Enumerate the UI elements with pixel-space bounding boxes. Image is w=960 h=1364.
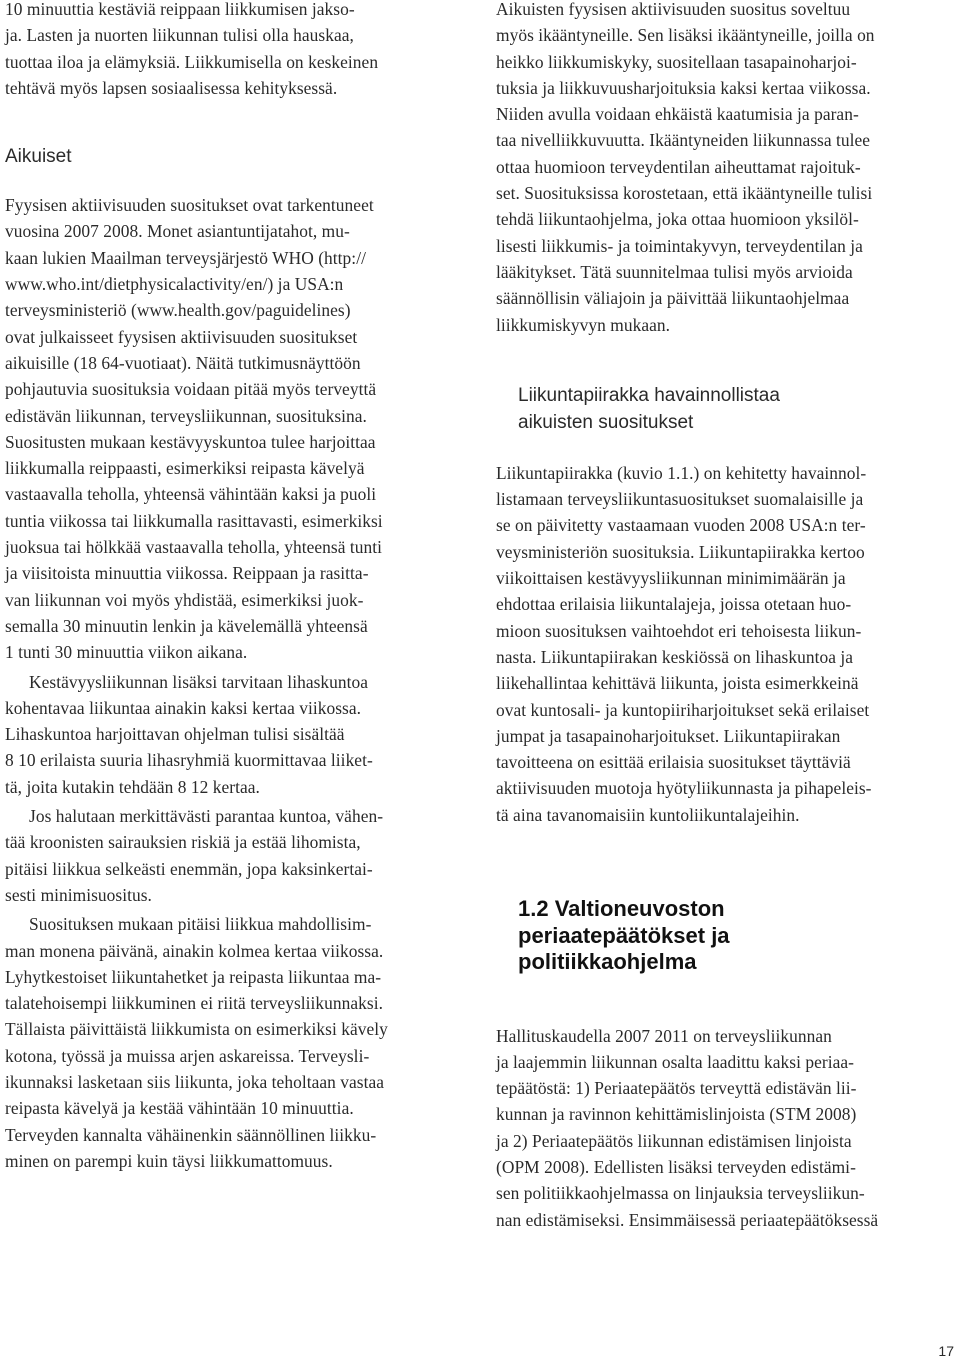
left-column — [5, 0, 467, 1174]
paragraph-government: Hallituskaudella 2007 2011 on terveysliikunnan ja laajemmin liikunnan osalta laadittu kaksi periaa- tepäätöstä: 1) Periaatepäätös terveyttä edistävän lii- kunnan ja ravinnon kehittämislinjoista (STM 2008) ja 2) Periaatepäätös liikunnan edistämisen linjoista (OPM 2008). Edellisten lisäksi terveyden edistämi- sen politiikkaohjelmassa on linjauksia terveysliikun- nan edistämiseksi. Ensimmäisessä periaatepäätöksessä — [496, 1025, 879, 1230]
paragraph-elderly: Aikuisten fyysisen aktiivisuuden suositus soveltuu myös ikääntyneille. Sen lisäksi ikääntyneille, joilla on heikko liikkumiskyky, suositellaan tasapainoharjoi- tuksia ja liikkuvuusharjoituksia kaksi kertaa viikossa. Niiden avulla voidaan ehkäistä kaatumisia ja paran- taa nivelliikkuvuutta. Ikääntyneiden liikunnassa tulee ottaa huomioon terveydentilan aiheuttamat rajoituk- set. Suosituksissa korostetaan, että ikääntyneille tulisi tehdä liikuntaohjelma, joka ottaa huomioon yksilöl- lisesti liikkumis- ja toimintakyvyn, terveydentilan ja lääkitykset. Tätä suunnitelmaa tulisi myös arvioida säännöllisin väliajoin ja päivittää liikuntaohjelmaa liikkumiskyvyn mukaan. — [496, 0, 875, 335]
paragraph-daily-activity: Suosituksen mukaan pitäisi liikkua mahdollisim- man monena päivänä, ainakin kolmea kertaa viikossa. Lyhytkestoiset liikuntahetket ja reipasta liikuntaa ma- talatehoisempi liikkuminen ei riitä terveysliikunnaksi. Tällaista päivittäistä liikkumista on esimerkiksi kävely kotona, työssä ja muissa arjen askareissa. Terveysli- ikunnaksi lasketaan siis liikunta, joka teholtaan vastaa reipasta kävelyä ja kestää vähintään 10 minuuttia. Terveyden kannalta vähäinenkin säännöllinen liikku- minen on parempi kuin täysi liikkumattomuus. — [5, 914, 388, 1171]
section-heading-1-2: 1.2 Valtioneuvoston periaatepäätökset ja politiikkaohjelma — [518, 896, 730, 975]
right-column — [496, 0, 958, 1233]
page-number: 17 — [938, 1343, 954, 1359]
paragraph-liikuntapiirakka: Liikuntapiirakka (kuvio 1.1.) on kehitetty havainnol- listamaan terveysliikuntasuositukset suomalaisille ja se on päivitetty vastaamaan vuoden 2008 USA:n ter- veysministeriön suosituksia. Liikuntapiirakka kertoo viikoittaisen kestävyysliikunnan minimimäärän ja ehdottaa erilaisia liikuntalajeja, joissa otetaan huo- mioon suosituksen vaihtoehdot eri tehoisesta liikun- nasta. Liikuntapiirakan keskiössä on lihaskuntoa ja liikehallintaa kehittävä liikunta, joista esimerkkeinä ovat kuntosali- ja kuntopiiriharjoitukset sekä erilaiset jumpat ja tasapainoharjoitukset. Liikuntapiirakan tavoitteena on esittää erilaisia suositukset täyttäviä aktiivisuuden muotoja hyötyliikunnasta ja pihapeleis- tä aina tavanomaisiin kuntoliikuntalajeihin. — [496, 462, 872, 825]
paragraph-recommendations: Fyysisen aktiivisuuden suositukset ovat tarkentuneet vuosina 2007 2008. Monet asiantuntijatahot, mu- kaan lukien Maailman terveysjärjestö WHO (http:// www.who.int/dietphysicalactivity/en/) ja USA:n terveysministeriö (www.health.gov/paguidelines) ovat julkaisseet fyysisen aktiivisuuden suositukset aikuisille (18 64-vuotiaat). Näitä tutkimusnäyttöön pohjautuvia suosituksia voidaan pitää myös terveyttä edistävän liikunnan, terveysliikunnan, suosituksina. Suositusten mukaan kestävyyskuntoa tulee harjoittaa liikkumalla reippaasti, esimerkiksi reipasta kävelyä vastaavalla teholla, yhteensä vähintään kaksi ja puoli tuntia viikossa tai liikkumalla rasittavasti, esimerkiksi juoksua tai hölkkää vastaavalla teholla, yhteensä tunti ja viisitoista minuuttia viikossa. Reippaan ja rasitta- van liikunnan voi myös yhdistää, esimerkiksi juok- semalla 30 minuutin lenkin ja kävelemällä yhteensä 1 tunti 30 minuuttia viikon aikana. — [5, 195, 383, 663]
subheading-liikuntapiirakka: Liikuntapiirakka havainnollistaa aikuisten suositukset — [518, 384, 780, 433]
heading-adults: Aikuiset — [5, 146, 72, 168]
paragraph-strength: Kestävyysliikunnan lisäksi tarvitaan lihaskuntoa kohentavaa liikuntaa ainakin kaksi kertaa viikossa. Lihaskuntoa harjoittavan ohjelman tulisi sisältää 8 10 erilaista suuria lihasryhmiä kuormittavaa liiket- tä, joita kutakin tehdään 8 12 kertaa. — [5, 671, 373, 797]
paragraph-improve-fitness: Jos halutaan merkittävästi parantaa kuntoa, vähen- tää kroonisten sairauksien riskiä ja estää lihomista, pitäisi liikkua selkeästi enemmän, jopa kaksinkertai- sesti minimisuositus. — [5, 806, 384, 905]
paragraph-intro: 10 minuuttia kestäviä reippaan liikkumisen jakso- ja. Lasten ja nuorten liikunnan tulisi olla hauskaa, tuottaa iloa ja elämyksiä. Liikkumisella on keskeinen tehtävä myös lapsen sosiaalisessa kehityksessä. — [5, 0, 379, 98]
